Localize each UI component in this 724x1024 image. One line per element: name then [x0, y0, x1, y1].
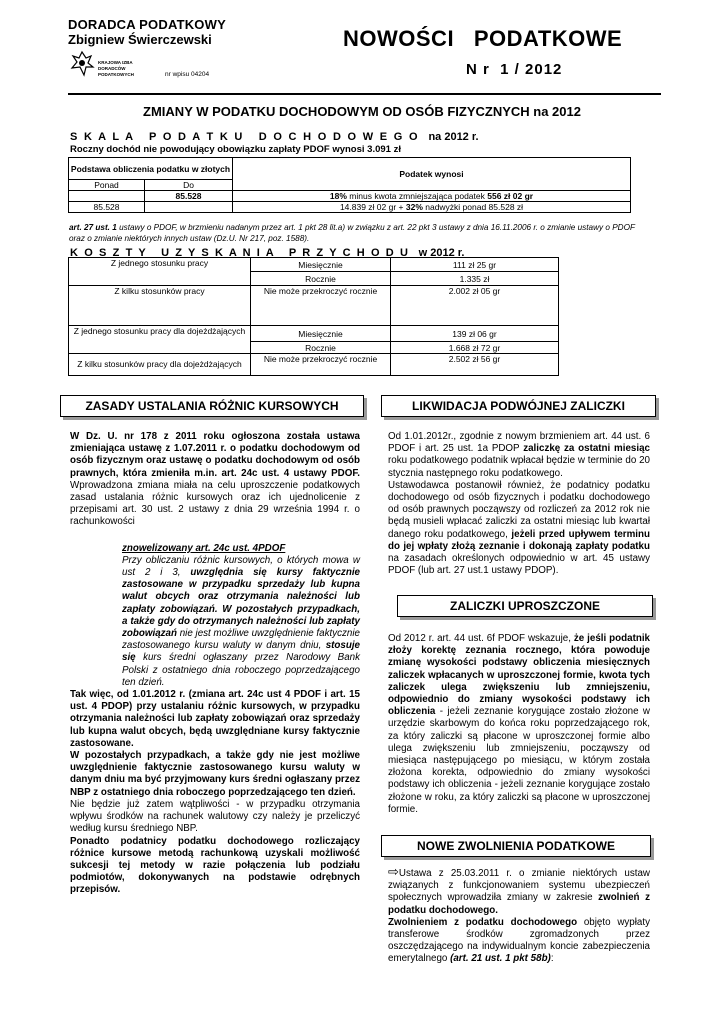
simplified-advances-heading: ZALICZKI UPROSZCZONE [397, 595, 653, 617]
exchange-rate-heading: ZASADY USTALANIA RÓŻNIC KURSOWYCH [60, 395, 364, 417]
tax-scale-table [68, 157, 631, 213]
cost-period: Miesięcznie [251, 258, 391, 272]
right-column-1: Od 1.01.2012r., zgodnie z nowym brzmieniem art. 44 ust. 6 PDOF i art. 25 ust. 1a PDOP zaliczkę za ostatni miesiąc roku podatkowego podatnik wpłacał będzie w terminie do 20 stycznia następnego roku podatkowego. Ustawodawca postanowił również, że podatnicy podatku dochodowego od osób fizycznych i podatku dochodowego od osób prawnych począwszy od rozliczeń za 2012 rok nie będą musieli wpłacać zaliczki za ostatni miesiąc lub kwartał danego roku podatkowego, jeżeli przed upływem terminu do jej wpłaty złożą zeznanie i dokonają zapłaty podatku na zasadach określonych odpowiednio w art. 45 ustawy PDOF (lub art. 27 ust.1 ustawy PDOP). [388, 431, 650, 577]
cost-period: Rocznie [251, 272, 391, 286]
double-advance-heading: LIKWIDACJA PODWÓJNEJ ZALICZKI [381, 395, 656, 417]
new-exemptions-heading: NOWE ZWOLNIENIA PODATKOWE [381, 835, 651, 857]
right-column-3: ⇨Ustawa z 25.03.2011 r. o zmianie niektórych ustaw związanych z funkcjonowaniem systemu ubezpieczeń społecznych wprowadziła zmiany w zakresie zwolnień z podatku dochodowego. Zwolnieniem z podatku dochodowego objęto wypłaty transferowe środków zgromadzonych przez oszczędzającego na indywidualnym koncie zabezpieczenia emerytalnego (art. 21 ust. 1 pkt 58b): [388, 864, 651, 965]
cost-period: Nie może przekroczyć rocznie [251, 286, 391, 326]
costs-table [68, 257, 631, 376]
brand [68, 17, 226, 47]
to-label: Do [145, 180, 233, 191]
arrow-right-icon: ⇨ [388, 864, 399, 879]
issue-number: N r 1 / 2012 [466, 61, 563, 78]
cost-amount: 1.668 zł 72 gr [391, 342, 559, 354]
cost-category: Z kilku stosunków pracy [69, 286, 251, 326]
tax-scale-heading: S K A L A P O D A T K U D O C H O D O W E G O na 2012 r. [70, 131, 479, 143]
cost-amount: 1.335 zł [391, 272, 559, 286]
row2-from: 85.528 [69, 202, 145, 213]
cost-amount: 2.502 zł 56 gr [391, 354, 559, 376]
cost-category: Z jednego stosunku pracy dla dojeżdżających [69, 326, 251, 354]
header-divider [68, 93, 661, 95]
logo-text: KRAJOWA IZBA DORADCÓW PODATKOWYCH [98, 60, 134, 77]
annual-income-note: Roczny dochód nie powodujący obowiązku zapłaty PDOF wynosi 3.091 zł [70, 144, 401, 155]
right-column-2: Od 2012 r. art. 44 ust. 6f PDOF wskazuje, że jeśli podatnik złoży korektę zeznania rocznego, która powoduje zmianę wysokości podstawy obliczenia miesięcznych zaliczek wpłacanych w uproszczonej formie, kwota tych zaliczek ulega zwiększeniu lub zmniejszeniu, odpowiednio do zmiany wysokości podstawy ich obliczenia - jeżeli zeznanie korygujące zostało złożone w urzędzie skarbowym do końca roku poprzedzającego rok, za który zaliczki są płacone w uproszczonej formie albo ulega zwiększeniu lub zmniejszeniu, począwszy od miesiąca następującego po miesiącu, w którym została złożona korekta, odpowiednio do zmiany wysokości podstawy ich obliczenia - jeżeli zeznanie korygujące zostało złożone w roku, za który zaliczki są płacone w uproszczonej formie. [388, 633, 650, 815]
row2-tax: 14.839 zł 02 gr + 32% nadwyżki ponad 85.528 zł [233, 202, 631, 213]
cost-amount: 139 zł 06 gr [391, 326, 559, 342]
cost-period: Rocznie [251, 342, 391, 354]
quote-block: znowelizowany art. 24c ust. 4PDOF Przy obliczaniu różnic kursowych, o których mowa w ust 2 i 3, uwzględnia się kursy faktycznie zastosowane w przypadku sprzedaży lub kupna walut obcych oraz otrzymania należności lub zapłaty zobowiązań. W pozostałych przypadkach, a także gdy do otrzymanych należności lub zapłaty zobowiązań nie jest możliwe uwzględnienie faktycznie zastosowanego kursu waluty w danym dniu, stosuje się kurs średni ogłaszany przez Narodowy Bank Polski z ostatniego dnia roboczego poprzedzającego ten dzień. [122, 542, 360, 688]
cost-amount: 111 zł 25 gr [391, 258, 559, 272]
left-column: W Dz. U. nr 178 z 2011 roku ogłoszona została ustawa zmieniająca ustawę z 1.07.2011 r. o podatku dochodowym od osób fizycznym oraz ustawę o podatku dochodowym od osób prawnych, która zmieniła m.in. art. 24c ust. 4 ustawy PDOF. Wprowadzona zmiana miała na celu uproszczenie podatkowych zasad ustalania różnic kursowych oraz ich ujednolicenie z przepisami art. 30 ust. 2 ustawy z dnia 29 września 1994 r. o rachunkowości znowelizowany art. 24c ust. 4PDOF Przy obliczaniu różnic kursowych, o których mowa w ust 2 i 3, uwzględnia się kursy faktycznie zastosowane w przypadku sprzedaży lub kupna walut obcych oraz otrzymania należności lub zapłaty zobowiązań. W pozostałych przypadkach, a także gdy do otrzymanych należności lub zapłaty zobowiązań nie jest możliwe uwzględnienie faktycznie zastosowanego kursu waluty w danym dniu, stosuje się kurs średni ogłaszany przez Narodowy Bank Polski z ostatniego dnia roboczego poprzedzającego ten dzień. Tak więc, od 1.01.2012 r. (zmiana art. 24c ust 4 PDOF i art. 15 ust. 4 PDOP) przy ustalaniu różnic kursowych, w przypadku otrzymania należności lub zapłaty zobowiązań oraz sprzedaży lub kupna walut obcych, będą uwzględniane kursy faktycznie zastosowane. W pozostałych przypadkach, a także gdy nie jest możliwe uwzględnienie faktycznie zastosowanego kursu waluty w danym dniu ma być przyjmowany kurs średni ogłaszany przez NBP z ostatniego dnia roboczego poprzedzającego ten dzień. Nie będzie już zatem wątpliwości - w przypadku otrzymania wpływu środków na rachunek walutowy czy należy je przeliczyć według kursu średniego NBP. Ponadto podatnicy podatku dochodowego rozliczający różnice kursowe metodą rachunkową uzyskali możliwość sukcesji tej metody w razie połączenia lub podziału podmiotów, dokonywanych na podstawie odrębnych przepisów. [70, 431, 360, 896]
legal-note: art. 27 ust. 1 ustawy o PDOF, w brzmieniu nadanym przez art. 1 pkt 28 lit.a) w związku z art. 22 pkt 3 ustawy z dnia 16.11.2006 r. o zmianie ustawy o PDOF oraz o zmianie niektórych innych ustaw (Dz.U. Nr 217, poz. 1588). [69, 223, 635, 243]
registration-number: nr wpisu 04204 [165, 71, 210, 78]
cost-amount: 2.002 zł 05 gr [391, 286, 559, 326]
page-subtitle: ZMIANY W PODATKU DOCHODOWYM OD OSÓB FIZYCZNYCH na 2012 [143, 104, 581, 119]
cost-period: Miesięcznie [251, 326, 391, 342]
col-base-header: Podstawa obliczenia podatku w złotych [69, 158, 233, 180]
col-tax-header: Podatek wynosi [233, 158, 631, 191]
from-label: Ponad [69, 180, 145, 191]
row1-to: 85.528 [145, 191, 233, 202]
chamber-logo-icon [69, 50, 95, 78]
cost-category: Z jednego stosunku pracy [69, 258, 251, 286]
brand-line1: DORADCA PODATKOWY [68, 17, 226, 32]
costs-heading: K O S Z T Y U Z Y S K A N I A P R Z Y C H O D U w 2012 r. [70, 247, 465, 259]
row1-tax: 18% minus kwota zmniejszająca podatek 556 zł 02 gr [233, 191, 631, 202]
cost-period: Nie może przekroczyć rocznie [251, 354, 391, 376]
newsletter-title: NOWOŚCI PODATKOWE [343, 26, 623, 51]
cost-category: Z kilku stosunków pracy dla dojeżdżających [69, 354, 251, 376]
brand-line2: Zbigniew Świerczewski [68, 32, 212, 47]
